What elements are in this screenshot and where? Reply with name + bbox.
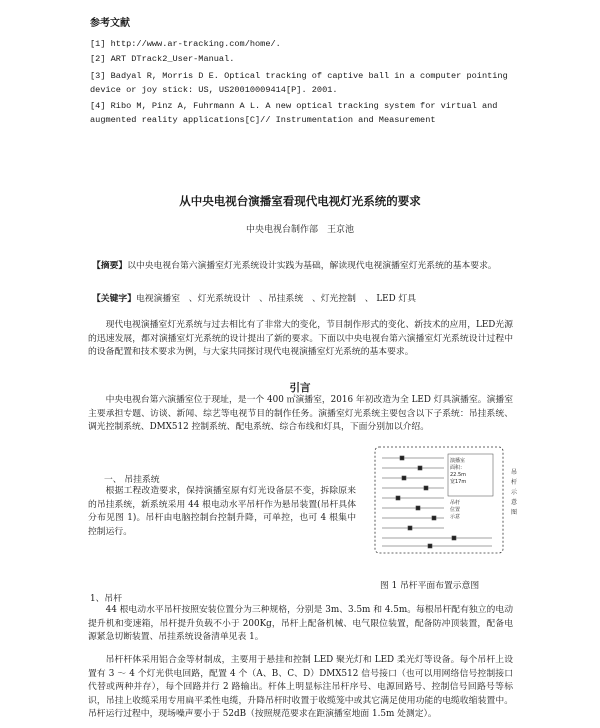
reference-item: [1] http://www.ar-tracking.com/home/.: [90, 39, 281, 49]
figure-legend-line: 位置: [450, 507, 461, 513]
figure-label-line: 演播室: [450, 458, 466, 464]
references-heading: 参考文献: [90, 18, 130, 29]
reference-item: [4] Ribo M, Pinz A, Fuhrmann A L. A new optical tracking system for virtual and: [90, 101, 498, 111]
subsection-paragraph: 根据工程改造要求，保持演播室原有灯光设备层不变，拆除原来的吊挂系统，新系统采用 44 根电动水平吊杆作为悬吊装置(吊杆具体分布见图 1)。吊杆由电脑控制台控制升降，可单控，也可 4 根集中控制运行。: [88, 486, 356, 537]
keywords-line: [92, 291, 416, 304]
section-paragraph: 中央电视台第六演播室位于现址，是一个 400 ㎡演播室，2016 年初改造为全 LED 灯具演播室。演播室主要承担专题、访谈、新闻、综艺等电视节目的制作任务。演播室灯光系统主要包含以下子系统：吊挂系统、调光控制系统、DMX512 控制系统、配电系统、综合布线和灯具，下面分别加以介绍。: [88, 395, 513, 433]
section-title: 引言: [289, 382, 311, 394]
studio-outline: [375, 447, 503, 553]
reference-item: augmented reality applications[C]// Instrumentation and Measurement: [90, 115, 436, 125]
figure-legend-line: 吊杆: [450, 500, 461, 506]
article-author: 中央电视台制作部 王京池: [245, 225, 354, 235]
figure-label-line: 22.5m: [450, 472, 467, 478]
keywords-text: 电视演播室 、灯光系统设计 、吊挂系统 、灯光控制 、 LED 灯具: [136, 294, 417, 304]
subsubsection-paragraph: 44 根电动水平吊杆按照安装位置分为三种规格，分别是 3m、3.5m 和 4.5m。每根吊杆配有独立的电动提升机和变速箱，吊杆提升负载不小于 200Kg，吊杆上配备机械、电气限位装置，配备防冲顶装置，配备电源紧急切断装置、吊挂系统设备清单见表 1。: [88, 605, 513, 643]
figure-side-char: 意: [511, 499, 518, 506]
figure-label-line: 面积：: [450, 465, 466, 471]
subsection-title: 一、 吊挂系统: [104, 475, 160, 485]
article-title: 从中央电视台演播室看现代电视灯光系统的要求: [179, 194, 421, 208]
figure-side-char: 杆: [511, 479, 518, 486]
reference-item: device or joy stick: US, US20010009414[P]. 2001.: [90, 85, 338, 95]
subsubsection-paragraph: 吊杆杆体采用铝合金等材制成，主要用于悬挂和控制 LED 聚光灯和 LED 柔光灯等设备。每个吊杆上设置有 3 ～ 4 个灯光供电回路，配置 4 个（A、B、C、D）DMX512 信号接口（也可以用网络信号控制接口代替或两种并存），每个回路并行 2 路输出。杆体上明显标注吊杆序号、电源回路号、控制信号回路号等标识，吊挂上收缆采用专用扁平柔性电缆，升降吊杆时收置于收缆笼中或其它满足使用功能的电缆收缩装置中。吊杆运行过程中，现场噪声要小于 52dB（按照规范要求在距演播室地面 1.5m 处测定）。: [88, 655, 513, 720]
figure-side-char: 吊: [511, 469, 518, 476]
figure-label-line: 宽17m: [450, 479, 467, 485]
abstract-text: 以中央电视台第六演播室灯光系统设计实践为基础，解读现代电视演播室灯光系统的基本要求。: [127, 261, 497, 271]
figure-side-char: 示: [511, 489, 518, 496]
abstract-label: 【摘要】: [92, 261, 128, 271]
figure-legend-line: 示意: [450, 514, 461, 520]
batten-rows: [382, 456, 492, 548]
subsubsection-title: 1、吊杆: [90, 594, 122, 604]
figure-caption: 图 1 吊杆平面布置示意图: [380, 581, 480, 591]
figure-diagram: [372, 444, 524, 558]
abstract-line: [92, 258, 497, 271]
intro-paragraph: 现代电视演播室灯光系统与过去相比有了非常大的变化，节目制作形式的变化、新技术的应用，LED光源的迅速发展，都对演播室灯光系统的设计提出了新的要求。下面以中央电视台第六演播室灯光系统设计过程中的设备配置和技术要求为例，与大家共同探讨现代电视演播室灯光系统的基本要求。: [88, 320, 513, 358]
reference-item: [3] Badyal R, Morris D E. Optical tracking of captive ball in a computer pointing: [90, 71, 508, 81]
figure-side-char: 图: [511, 509, 518, 516]
reference-item: [2] ART DTrack2_User-Manual.: [90, 54, 235, 64]
keywords-label: 【关键字】: [92, 294, 136, 304]
